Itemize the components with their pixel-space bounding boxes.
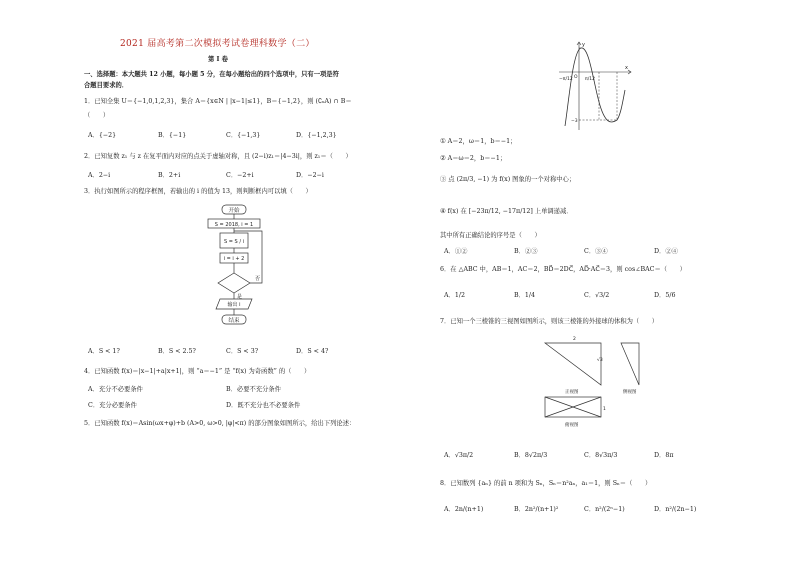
view-dim-top: 2 bbox=[573, 337, 576, 342]
side-view-label: 侧视图 bbox=[623, 390, 637, 395]
q3-option-a: A．S < 1? bbox=[88, 348, 120, 355]
graph-origin-label: O bbox=[574, 75, 578, 80]
q1-paren: （ ） bbox=[84, 112, 110, 119]
part-heading-line2: 合题目要求的． bbox=[84, 82, 129, 89]
q8-option-c: C．n²/(2ⁿ−1) bbox=[584, 506, 625, 513]
graph-min-label: −3 bbox=[571, 119, 578, 124]
flow-increment: i = i + 2 bbox=[223, 256, 245, 262]
q3-option-b: B．S < 2.5? bbox=[158, 348, 196, 355]
q5-statement-4: ④ f(x) 在 [−23π/12, −17π/12] 上单调递减． bbox=[440, 208, 573, 215]
q2-option-b: B．2+i bbox=[158, 172, 181, 179]
q7-option-b: B．8√2π/3 bbox=[514, 452, 548, 459]
q4-option-d: D．既不充分也不必要条件 bbox=[226, 402, 301, 409]
q5-option-a: A．①② bbox=[444, 248, 468, 255]
view-dim-side: √3 bbox=[597, 358, 603, 363]
graph-x-label: x bbox=[625, 65, 628, 71]
flow-assign: S = S / i bbox=[224, 239, 244, 245]
q2-option-c: C．−2+i bbox=[226, 172, 254, 179]
graph-y-label: y bbox=[582, 42, 585, 48]
q6-option-b: B．1/4 bbox=[514, 292, 536, 299]
q8-stem: 8．已知数列 {aₙ} 的前 n 项和为 Sₙ，Sₙ＝n²aₙ，a₁＝1，则 Sₙ＝（ ） bbox=[440, 480, 652, 487]
q2-stem: 2．已知复数 z₁ 与 z 在复平面内对应的点关于虚轴对称，且 (2−i)z₁＝|4−3i|，则 z₁＝（ ） bbox=[84, 153, 352, 160]
q3-option-d: D．S < 4? bbox=[296, 348, 329, 355]
q5-graph bbox=[555, 40, 635, 132]
q4-option-c: C．充分必要条件 bbox=[88, 402, 137, 409]
q7-option-c: C．8√3π/3 bbox=[584, 452, 618, 459]
q5-ask: 其中所有正确结论的序号是（ ） bbox=[440, 232, 541, 239]
q8-option-d: D．n²/(2n−1) bbox=[654, 506, 697, 513]
flow-start: 开始 bbox=[228, 208, 240, 214]
q5-statement-2: ② A＝ω＝2，b＝−1； bbox=[440, 155, 507, 162]
q3-option-c: C．S < 3? bbox=[226, 348, 259, 355]
q4-option-b: B．必要不充分条件 bbox=[226, 386, 282, 393]
graph-tick-left: −π/12 bbox=[559, 77, 573, 82]
q4-stem: 4．已知函数 f(x)＝|x−1|+a|x+1|，则 “a＝−1” 是 “f(x) 为奇函数” 的（ ） bbox=[84, 368, 311, 375]
q7-stem: 7．已知一个三棱锥的三视图如图所示，则该三棱锥的外接球的体积为（ ） bbox=[440, 318, 659, 325]
flow-no-label: 否 bbox=[255, 276, 261, 282]
q5-option-c: C．③④ bbox=[584, 248, 608, 255]
q8-option-a: A．2n/(n+1) bbox=[444, 506, 484, 513]
top-view-label: 俯视图 bbox=[565, 423, 579, 428]
q4-option-a: A．充分不必要条件 bbox=[88, 386, 143, 393]
q1-option-d: D．{−1,2,3} bbox=[296, 132, 337, 139]
q7-option-d: D．8π bbox=[654, 452, 674, 459]
section-heading: 第 I 卷 bbox=[208, 56, 228, 63]
q5-option-d: D．②④ bbox=[654, 248, 678, 255]
q6-stem: 6．在 △ABC 中，AB＝1，AC＝2，BD⃗＝2DC⃗，AD⃗·AC⃗＝3，则 cos∠BAC＝（ ） bbox=[440, 266, 686, 273]
flow-output: 输出 i bbox=[227, 302, 241, 308]
q2-option-a: A．2−i bbox=[88, 172, 111, 179]
flow-end: 结束 bbox=[228, 318, 240, 324]
q1-stem: 1．已知全集 U＝{−1,0,1,2,3}，集合 A＝{x∈N | |x−1|≤1}，B＝{−1,2}，则 (∁ᵤA) ∩ B＝ bbox=[84, 98, 352, 105]
flow-init: S = 2018, i = 1 bbox=[214, 222, 254, 228]
q6-option-a: A．1/2 bbox=[444, 292, 465, 299]
front-view-label: 正视图 bbox=[565, 390, 579, 395]
q5-option-b: B．②③ bbox=[514, 248, 538, 255]
q5-stem: 5．已知函数 f(x)＝Asin(ωx+φ)+b (A>0, ω>0, |φ|<π) 的部分图象如图所示，给出下列论述： bbox=[84, 420, 356, 427]
flow-yes-label: 是 bbox=[237, 294, 243, 300]
q7-option-a: A．√3π/2 bbox=[444, 452, 474, 459]
q5-statement-3: ③ 点 (2π/3, −1) 为 f(x) 图象的一个对称中心； bbox=[440, 176, 576, 183]
view-dim-width: 1 bbox=[603, 407, 606, 412]
flowchart bbox=[200, 203, 280, 343]
q1-option-c: C．{−1,3} bbox=[226, 132, 261, 139]
graph-tick-right: π/12 bbox=[585, 77, 595, 82]
q6-option-d: D．5/6 bbox=[654, 292, 676, 299]
q8-option-b: B．2n²/(n+1)² bbox=[514, 506, 559, 513]
part-heading-line1: 一、选择题：本大题共 12 小题，每小题 5 分，在每小题给出的四个选项中，只有一项是符 bbox=[84, 71, 339, 78]
q5-statement-1: ① A＝2，ω＝1，b＝−1； bbox=[440, 138, 517, 145]
q1-option-b: B．{−1} bbox=[158, 132, 187, 139]
q1-option-a: A．{−2} bbox=[88, 132, 117, 139]
q6-option-c: C．√3/2 bbox=[584, 292, 610, 299]
page-title: 2021 届高考第二次模拟考试卷理科数学（二） bbox=[120, 39, 315, 49]
q3-stem: 3．执行如图所示的程序框图，若输出的 i 的值为 13，则判断框内可以填（ ） bbox=[84, 188, 312, 195]
q2-option-d: D．−2−i bbox=[296, 172, 324, 179]
three-views-diagram bbox=[535, 333, 655, 433]
